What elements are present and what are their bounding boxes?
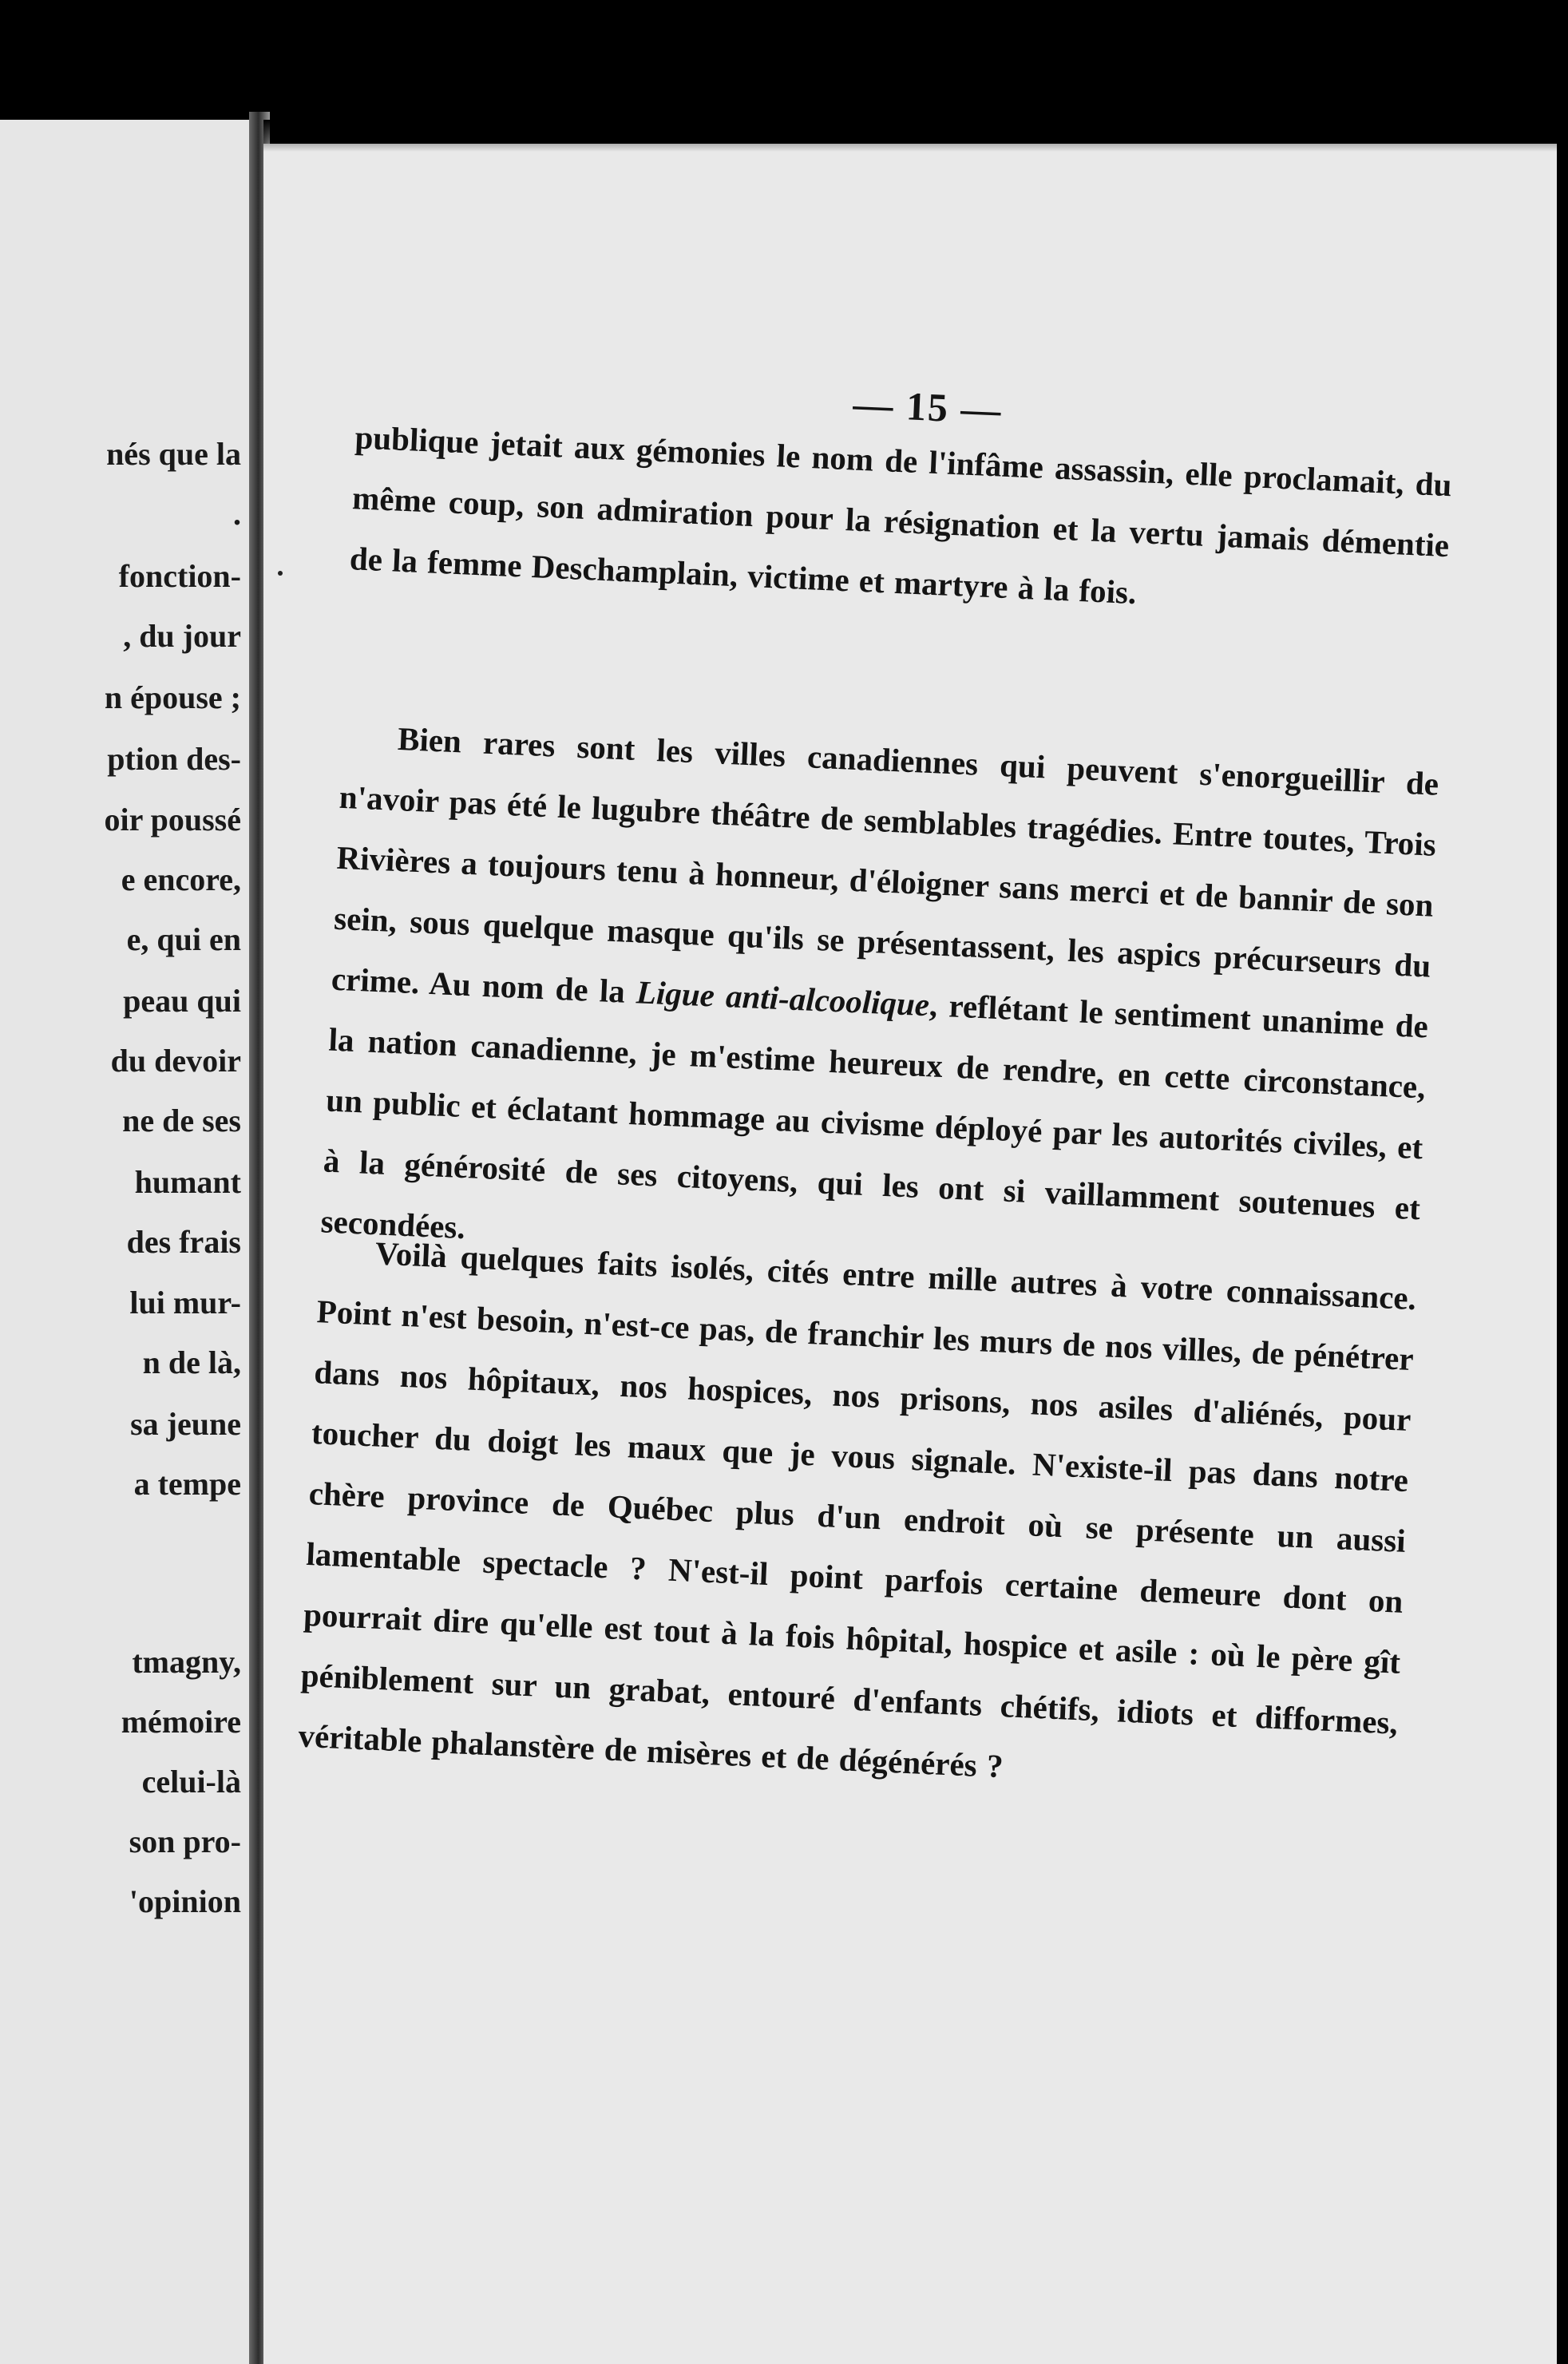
left-page-line: ne de ses (122, 1103, 241, 1138)
paragraph-3: Voilà quelques faits isolés, cités entre mille autres à votre connaissance. Point n'est besoin, n'est-ce pas, de franchir les murs de nos villes, de pénétrer dans nos hôpitaux, nos hospices, nos prisons, nos asiles d'aliénés, pour toucher du doigt les maux que je vous signale. N'existe-il pas dans notre chère province de Québec plus d'un endroit où se présente un aussi lamentable spectacle ? N'est-il point parfois certaine demeure dont on pourrait dire qu'elle est tout à la fois hôpital, hospice et asile : où le père gît péniblement sur un grabat, entouré d'enfants chétifs, idiots et difformes, véritable phalanstère de misères et de dégénérés ? (297, 1234, 1417, 1785)
left-page-line: tmagny, (132, 1644, 241, 1680)
left-page-line: e, qui en (126, 921, 241, 957)
left-page-line: humant (134, 1164, 241, 1200)
ink-speck (278, 571, 283, 576)
left-page-line: du devoir (110, 1043, 241, 1079)
left-page-line: celui-là (141, 1764, 241, 1800)
left-page-line: sa jeune (130, 1406, 241, 1442)
left-page-line: fonction- (118, 558, 241, 594)
left-page-line: , du jour (123, 618, 241, 654)
paragraph-2-italic-text: Ligue anti-alcoolique (636, 973, 931, 1024)
left-page-line: e encore, (121, 861, 241, 897)
left-page-line: des frais (126, 1224, 241, 1260)
left-page-line: 'opinion (129, 1883, 241, 1919)
right-page (263, 144, 1557, 2364)
page-content (263, 144, 1557, 2364)
left-page-line: nés que la (106, 436, 241, 472)
left-page-line: . (233, 496, 241, 532)
left-page-line: n de là, (142, 1344, 241, 1380)
page-number: — 15 — (852, 381, 1004, 433)
left-page-line: mémoire (121, 1704, 241, 1740)
paragraph-2-text-after: , reflétant le sentiment unanime de la nation canadienne, je m'estime heureux de rendre, en cette circonstance, un public et éclatant hommage au civisme déployé par les autorités civiles, et à la générosité de ses citoyens, qui les ont si vaillamment soutenues et secondées. (319, 986, 1429, 1246)
left-page-line: son pro- (129, 1823, 241, 1859)
left-page-line: oir poussé (104, 802, 241, 837)
left-page-line: lui mur- (129, 1285, 241, 1321)
left-page-line: n épouse ; (104, 679, 241, 715)
left-page-line: ption des- (107, 741, 241, 777)
paragraph-2 (319, 706, 1440, 1299)
left-page-fragment (0, 120, 255, 2364)
paragraph-1: publique jetait aux gémonies le nom de l'infâme assassin, elle proclamait, du même coup, son admiration pour la résignation et la vertu jamais démentie de la femme Deschamplain, victime et martyre à la fois. (349, 418, 1453, 612)
paragraph-2-text-before: Bien rares sont les villes canadiennes qui peuvent s'enorgueillir de n'avoir pas été le lugubre théâtre de semblables tragédies. Entre toutes, Trois Rivières a toujours tenu à honneur, d'éloigner sans merci et de bannir de son sein, sous quelque masque qu'ils se présentassent, les aspics précurseurs du crime. Au nom de la (331, 719, 1440, 1011)
left-page-line: a tempe (133, 1466, 241, 1502)
left-page-line: peau qui (123, 983, 241, 1019)
page-top-shadow (263, 120, 1557, 152)
